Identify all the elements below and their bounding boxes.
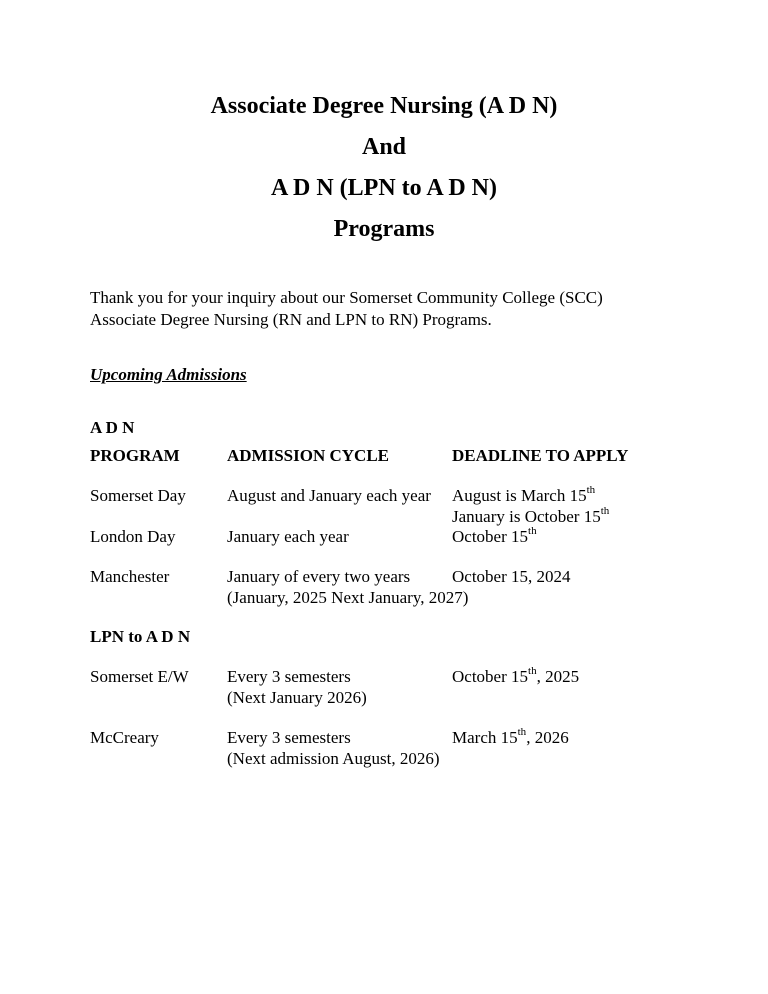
intro-line-1: Thank you for your inquiry about our Somerset Community College (SCC) (90, 288, 603, 307)
deadline-london-day: October 15th (452, 525, 537, 546)
cycle-somerset-ew: Every 3 semesters (227, 667, 351, 686)
program-manchester: Manchester (90, 567, 170, 586)
cycle-london-day: January each year (227, 527, 349, 546)
program-london-day: London Day (90, 527, 176, 546)
upcoming-admissions-heading: Upcoming Admissions (90, 365, 247, 384)
column-header-admission-cycle: ADMISSION CYCLE (227, 446, 389, 465)
column-header-deadline: DEADLINE TO APPLY (452, 446, 629, 465)
cycle-mccreary: Every 3 semesters (227, 728, 351, 747)
adn-section-heading: A D N (90, 418, 135, 437)
lpn-section-heading: LPN to A D N (90, 627, 191, 646)
deadline-somerset-day-august: August is March 15th (452, 484, 596, 505)
title-line-4: Programs (333, 216, 435, 242)
cycle-somerset-day: August and January each year (227, 486, 431, 505)
program-mccreary: McCreary (90, 728, 159, 747)
cycle-note-manchester: (January, 2025 Next January, 2027) (227, 588, 469, 607)
title-line-1: Associate Degree Nursing (A D N) (210, 93, 558, 119)
cycle-note-somerset-ew: (Next January 2026) (227, 688, 367, 707)
cycle-manchester: January of every two years (227, 567, 411, 586)
cycle-note-mccreary: (Next admission August, 2026) (227, 749, 440, 768)
program-somerset-day: Somerset Day (90, 486, 186, 505)
title-line-2: And (361, 134, 407, 160)
deadline-mccreary: March 15th, 2026 (452, 726, 569, 747)
deadline-somerset-ew: October 15th, 2025 (452, 665, 580, 686)
title-line-3: A D N (LPN to A D N) (271, 175, 497, 201)
program-somerset-ew: Somerset E/W (90, 667, 189, 686)
deadline-somerset-day-january: January is October 15th (452, 505, 610, 526)
deadline-manchester: October 15, 2024 (452, 567, 571, 586)
column-header-program: PROGRAM (90, 446, 180, 465)
intro-line-2: Associate Degree Nursing (RN and LPN to RN) Programs. (90, 310, 492, 329)
intro-paragraph (90, 287, 690, 331)
